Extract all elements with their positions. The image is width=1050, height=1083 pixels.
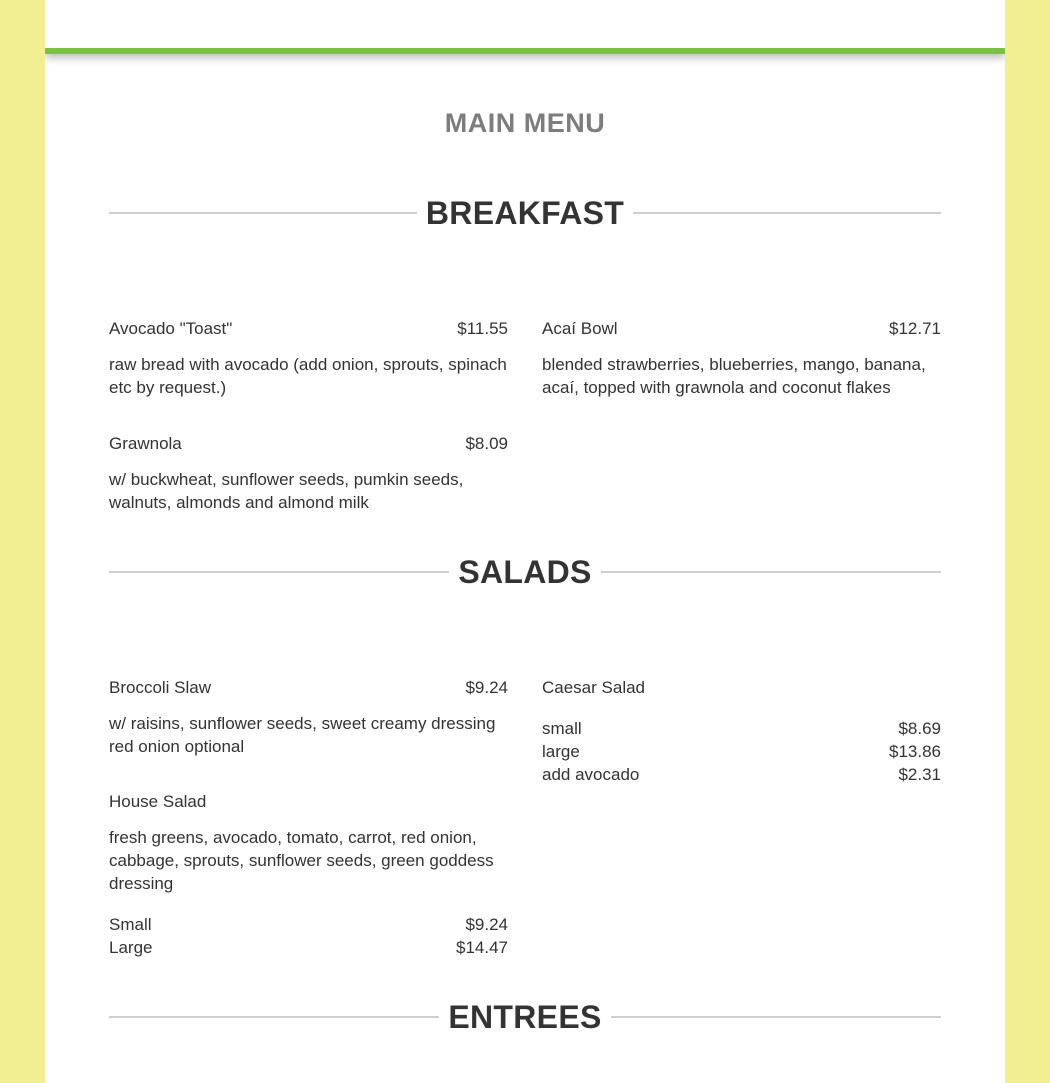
option-price: $8.69	[898, 719, 941, 738]
item-price: $9.24	[465, 678, 508, 697]
menu-item[interactable]	[542, 676, 941, 786]
divider-line	[109, 1016, 439, 1018]
menu-item[interactable]	[109, 432, 508, 514]
section-title: BREAKFAST	[425, 195, 625, 231]
item-price: $12.71	[889, 319, 941, 338]
option-row[interactable]	[542, 740, 941, 763]
item-name: Caesar Salad	[542, 678, 646, 697]
option-label: add avocado	[542, 765, 640, 784]
option-row[interactable]	[109, 913, 508, 936]
section-header	[109, 997, 941, 1037]
top-bar	[45, 0, 1005, 54]
item-name: Broccoli Slaw	[109, 678, 212, 697]
section-title: ENTREES	[448, 999, 602, 1035]
item-name: Avocado "Toast"	[109, 319, 233, 338]
section-title: SALADS	[458, 554, 592, 590]
option-price: $2.31	[898, 765, 941, 784]
menu-item[interactable]	[109, 790, 508, 959]
option-label: Large	[109, 938, 153, 957]
item-description: w/ buckwheat, sunflower seeds, pumkin seeds, walnuts, almonds and almond milk	[109, 470, 464, 512]
option-label: small	[542, 719, 582, 738]
section-header	[109, 552, 941, 592]
option-price: $9.24	[465, 915, 508, 934]
item-description: raw bread with avocado (add onion, sprouts, spinach etc by request.)	[109, 355, 507, 397]
option-label: Small	[109, 915, 152, 934]
item-price: $8.09	[465, 434, 508, 453]
divider-line	[633, 212, 941, 214]
section-header	[109, 193, 941, 233]
size-options	[109, 913, 508, 959]
option-row[interactable]	[542, 763, 941, 786]
option-row[interactable]	[542, 717, 941, 740]
menu-item[interactable]	[109, 317, 508, 399]
menu-page	[45, 0, 1005, 1083]
item-price: $11.55	[457, 319, 508, 338]
divider-line	[109, 571, 449, 573]
size-options	[542, 717, 941, 786]
section-salads	[109, 552, 941, 957]
item-name: House Salad	[109, 792, 207, 811]
item-name: Acaí Bowl	[542, 319, 618, 338]
section-entrees	[109, 997, 941, 1037]
section-breakfast	[109, 193, 941, 512]
menu-item[interactable]	[109, 676, 508, 758]
item-description: blended strawberries, blueberries, mango, banana, acaí, topped with grawnola and coconut flakes	[542, 355, 926, 397]
option-row[interactable]	[109, 936, 508, 959]
item-name: Grawnola	[109, 434, 182, 453]
page-title: MAIN MENU	[444, 108, 606, 138]
menu-item[interactable]	[542, 317, 941, 399]
option-price: $13.86	[889, 742, 941, 761]
item-description: fresh greens, avocado, tomato, carrot, red onion, cabbage, sprouts, sunflower seeds, green goddess dressing	[109, 828, 494, 893]
divider-line	[601, 571, 941, 573]
option-price: $14.47	[456, 938, 508, 957]
divider-line	[611, 1016, 941, 1018]
option-label: large	[542, 742, 580, 761]
item-description: w/ raisins, sunflower seeds, sweet creamy dressing red onion optional	[109, 714, 496, 756]
divider-line	[109, 212, 417, 214]
